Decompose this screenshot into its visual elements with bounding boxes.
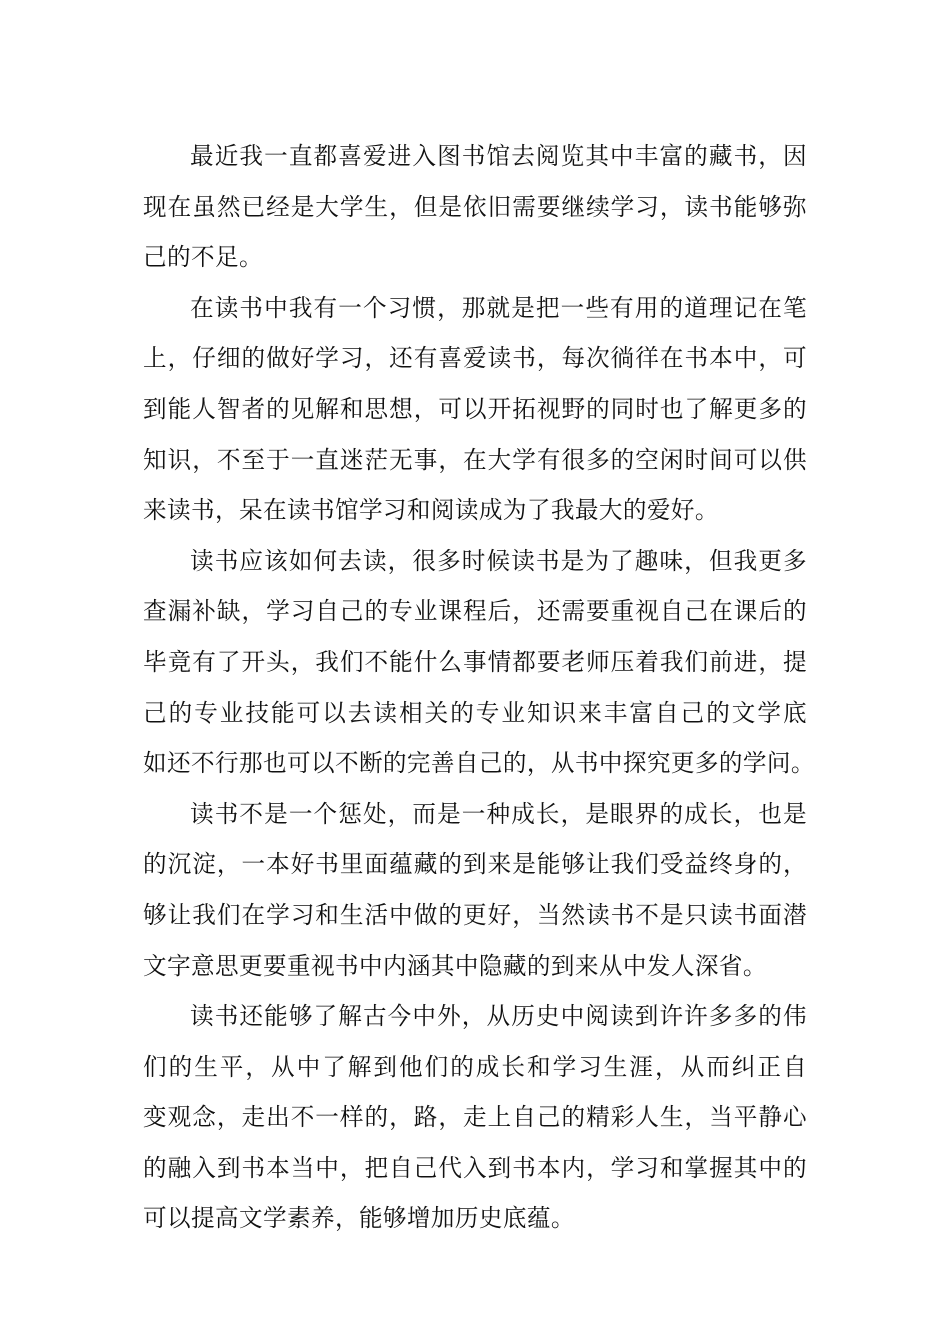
paragraph-3-line-1: 读书应该如何去读，很多时候读书是为了趣味，但我更多 — [190, 546, 807, 575]
paragraph-4-line-2: 的沉淀，一本好书里面蕴藏的到来是能够让我们受益终身的， — [143, 850, 807, 879]
paragraph-5-line-5: 可以提高文学素养，能够增加历史底蕴。 — [143, 1204, 575, 1233]
paragraph-2-line-5: 来读书，呆在读书馆学习和阅读成为了我最大的爱好。 — [143, 496, 719, 525]
paragraph-2-line-4: 知识，不至于一直迷茫无事，在大学有很多的空闲时间可以供 — [143, 445, 807, 474]
paragraph-4-line-1: 读书不是一个惩处，而是一种成长，是眼界的成长，也是 — [190, 799, 807, 828]
paragraph-3-line-5: 如还不行那也可以不断的完善自己的，从书中探究更多的学问。 — [143, 749, 815, 778]
paragraph-2-line-1: 在读书中我有一个习惯，那就是把一些有用的道理记在笔 — [190, 293, 807, 322]
paragraph-5-line-2: 们的生平，从中了解到他们的成长和学习生涯，从而纠正自 — [143, 1052, 807, 1081]
paragraph-3-line-2: 查漏补缺，学习自己的专业课程后，还需要重视自己在课后的 — [143, 597, 807, 626]
paragraph-4-line-3: 够让我们在学习和生活中做的更好，当然读书不是只读书面潜 — [143, 900, 807, 929]
paragraph-2-line-3: 到能人智者的见解和思想，可以开拓视野的同时也了解更多的 — [143, 394, 807, 423]
paragraph-5-line-4: 的融入到书本当中，把自己代入到书本内，学习和掌握其中的 — [143, 1153, 807, 1182]
paragraph-1-line-2: 现在虽然已经是大学生，但是依旧需要继续学习，读书能够弥 — [143, 192, 807, 221]
document-body — [143, 131, 815, 1244]
paragraph-5-line-1: 读书还能够了解古今中外，从历史中阅读到许许多多的伟 — [190, 1002, 807, 1031]
paragraph-3-line-4: 己的专业技能可以去读相关的专业知识来丰富自己的文学底 — [143, 698, 807, 727]
paragraph-3-line-3: 毕竟有了开头，我们不能什么事情都要老师压着我们前进，提 — [143, 647, 807, 676]
paragraph-1-line-1: 最近我一直都喜爱进入图书馆去阅览其中丰富的藏书，因 — [190, 142, 807, 170]
paragraph-1-line-3: 己的不足。 — [143, 243, 263, 272]
paragraph-5-line-3: 变观念，走出不一样的，路，走上自己的精彩人生，当平静心 — [143, 1103, 807, 1132]
paragraph-2-line-2: 上，仔细的做好学习，还有喜爱读书，每次徜徉在书本中，可 — [143, 344, 807, 373]
paragraph-4-line-4: 文字意思更要重视书中内涵其中隐藏的到来从中发人深省。 — [143, 951, 767, 980]
